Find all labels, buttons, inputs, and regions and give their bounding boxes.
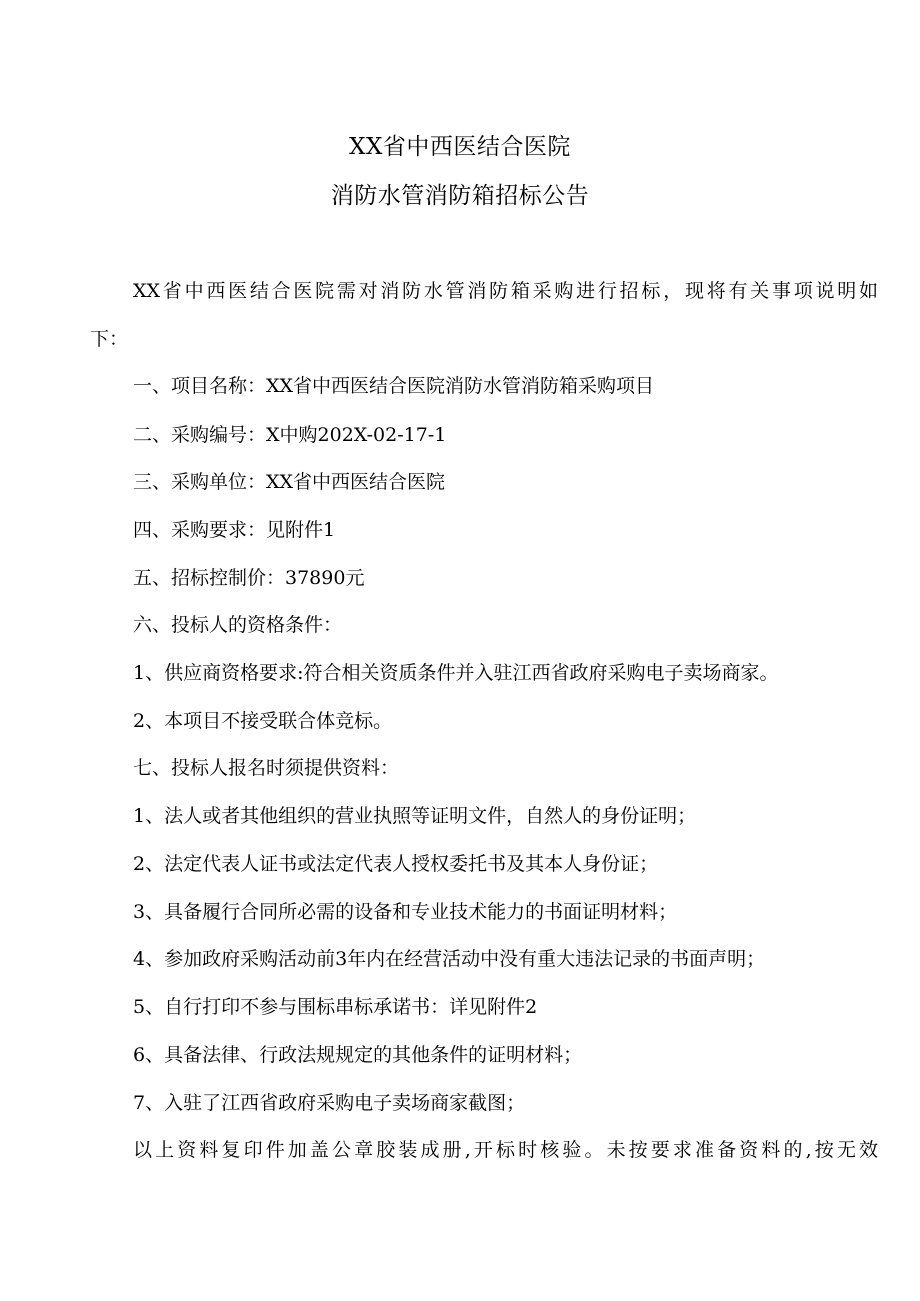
document-item-5: 5、自行打印不参与围标串标承诺书：详见附件2 bbox=[133, 996, 538, 1018]
closing-paragraph-line: 以上资料复印件加盖公章胶装成册,开标时核验。未按要求准备资料的,按无效 bbox=[133, 1139, 878, 1161]
item-registration-documents: 七、投标人报名时须提供资料： bbox=[133, 757, 400, 779]
qualification-item-2: 2、本项目不接受联合体竞标。 bbox=[133, 710, 393, 732]
qualification-item-1: 1、供应商资格要求:符合相关资质条件并入驻江西省政府采购电子卖场商家。 bbox=[133, 662, 779, 684]
document-item-7: 7、入驻了江西省政府采购电子卖场商家截图； bbox=[133, 1092, 526, 1114]
document-item-3: 3、具备履行合同所必需的设备和专业技术能力的书面证明材料； bbox=[133, 901, 678, 923]
document-title-line-2: 消防水管消防箱招标公告 bbox=[330, 183, 590, 209]
item-bidder-qualifications: 六、投标人的资格条件： bbox=[133, 614, 343, 636]
intro-paragraph-line-1: XX省中西医结合医院需对消防水管消防箱采购进行招标，现将有关事项说明如 bbox=[133, 280, 878, 302]
document-item-4: 4、参加政府采购活动前3年内在经营活动中没有重大违法记录的书面声明； bbox=[133, 948, 766, 970]
document-title-line-1: XX省中西医结合医院 bbox=[349, 134, 571, 160]
item-procurement-unit: 三、采购单位：XX省中西医结合医院 bbox=[133, 471, 446, 493]
item-procurement-number: 二、采购编号：X中购202X-02-17-1 bbox=[133, 424, 447, 446]
intro-paragraph-line-2: 下： bbox=[90, 328, 129, 350]
document-item-6: 6、具备法律、行政法规规定的其他条件的证明材料； bbox=[133, 1044, 583, 1066]
document-item-2: 2、法定代表人证书或法定代表人授权委托书及其本人身份证； bbox=[133, 853, 659, 875]
item-project-name: 一、项目名称：XX省中西医结合医院消防水管消防箱采购项目 bbox=[133, 375, 655, 397]
document-item-1: 1、法人或者其他组织的营业执照等证明文件，自然人的身份证明； bbox=[133, 805, 697, 827]
item-control-price: 五、招标控制价：37890元 bbox=[133, 567, 365, 589]
item-procurement-requirement: 四、采购要求：见附件1 bbox=[133, 519, 336, 541]
